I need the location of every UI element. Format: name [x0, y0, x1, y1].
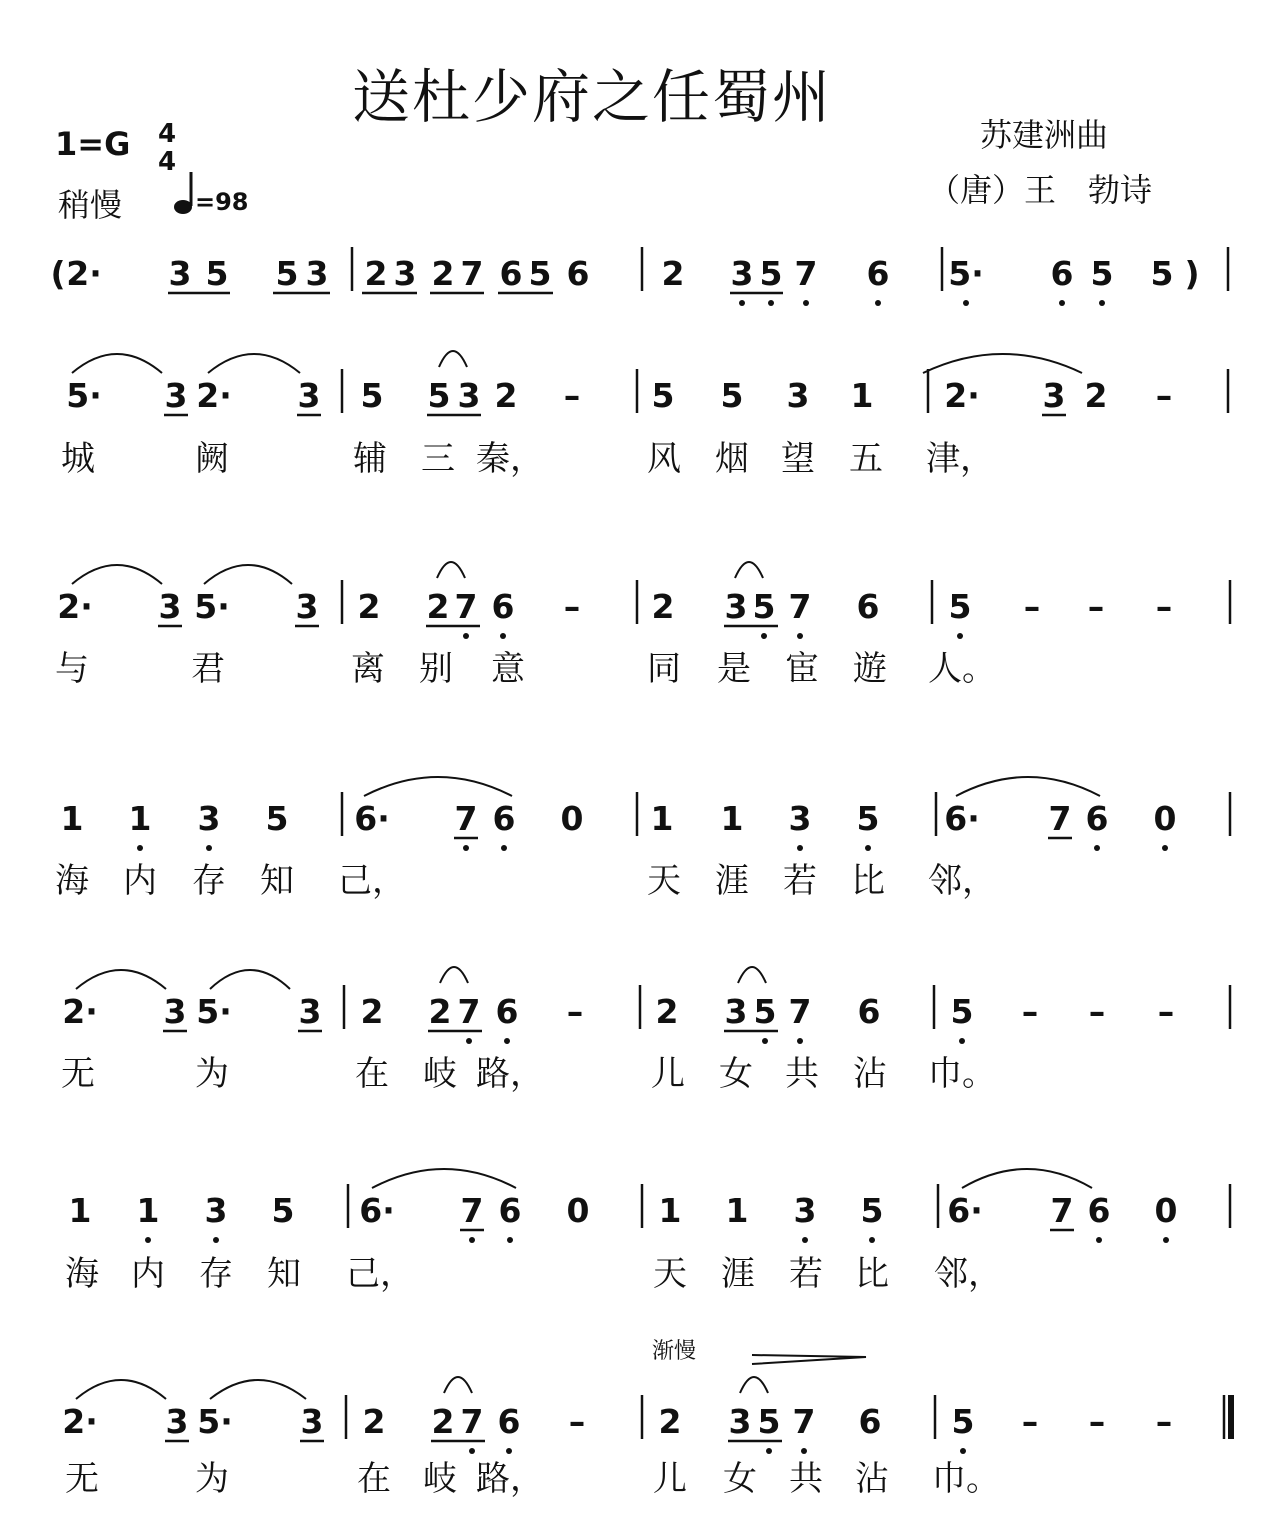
note: 5 [528, 254, 552, 293]
note: 2· [944, 376, 980, 415]
octave-dot [1162, 845, 1168, 851]
lyric: 路， [476, 1054, 544, 1094]
lyric: 为 [195, 1054, 229, 1094]
octave-dot [506, 1448, 512, 1454]
note: 1 [658, 1191, 682, 1230]
slur [372, 1169, 516, 1188]
slur [208, 354, 300, 373]
fermata-arc [437, 562, 465, 578]
lyric: 内 [123, 861, 157, 901]
time-sig-top: 4 [158, 119, 177, 149]
lyric: 天 [653, 1254, 687, 1294]
octave-dot [801, 1448, 807, 1454]
note: 6· [354, 799, 390, 838]
octave-dot [869, 1237, 875, 1243]
note: – [566, 992, 584, 1031]
note: 5 [951, 1402, 975, 1441]
note: 6 [492, 799, 516, 838]
lyric: 邻， [928, 861, 996, 901]
lyric: 宦 [785, 649, 819, 689]
octave-dot [469, 1237, 475, 1243]
note: 2 [1084, 376, 1108, 415]
note: 3 [793, 1191, 817, 1230]
lyric: 若 [789, 1254, 823, 1294]
lyric: 别 [419, 649, 453, 689]
lyric: 人。 [928, 649, 996, 689]
note: 5 [427, 376, 451, 415]
lyric: 秦， [476, 439, 544, 479]
note: 1 [720, 799, 744, 838]
note: 5 [1150, 254, 1174, 293]
note: 2 [362, 1402, 386, 1441]
note: 6 [491, 587, 515, 626]
slur [956, 777, 1100, 796]
slur [210, 1380, 306, 1399]
tempo-word: 稍慢 [58, 186, 123, 224]
lyric: 共 [785, 1054, 819, 1094]
lyric: 涯 [715, 861, 749, 901]
note: 5 [1090, 254, 1114, 293]
note: 3 [730, 254, 754, 293]
note: 5· [66, 376, 102, 415]
note: – [1155, 1402, 1173, 1441]
fermata-arc [440, 967, 468, 983]
lyric: 若 [783, 861, 817, 901]
octave-dot [802, 1237, 808, 1243]
note: 6 [495, 992, 519, 1031]
note: 5 [753, 992, 777, 1031]
note: 6 [498, 1191, 522, 1230]
lyric: 知 [267, 1254, 301, 1294]
note: 2· [57, 587, 93, 626]
octave-dot [797, 1038, 803, 1044]
octave-dot [739, 300, 745, 306]
note: 7 [454, 799, 478, 838]
fermata-arc [738, 967, 766, 983]
slur [76, 1380, 166, 1399]
note: 2· [66, 254, 102, 293]
octave-dot [797, 845, 803, 851]
note: 6· [944, 799, 980, 838]
note: 3 [728, 1402, 752, 1441]
lyric: 五 [849, 439, 883, 479]
lyric: 无 [65, 1459, 99, 1499]
note: 3 [300, 1402, 324, 1441]
note: 2 [431, 254, 455, 293]
note: 5 [759, 254, 783, 293]
octave-dot [463, 633, 469, 639]
note: 2 [431, 1402, 455, 1441]
lyric: 意 [491, 649, 525, 689]
octave-dot [963, 300, 969, 306]
note: 2 [494, 376, 518, 415]
lyric: 烟 [715, 439, 749, 479]
lyric: 女 [719, 1054, 753, 1094]
lyric: 与 [55, 649, 89, 689]
lyric: 儿 [653, 1459, 687, 1499]
octave-dot [469, 1448, 475, 1454]
lyric: 在 [357, 1459, 391, 1499]
lyric: 君 [191, 649, 225, 689]
lyric: 在 [355, 1054, 389, 1094]
note: 1 [136, 1191, 160, 1230]
note: 3 [158, 587, 182, 626]
note: – [1088, 1402, 1106, 1441]
note: – [1088, 992, 1106, 1031]
lyric: 辅 [353, 439, 387, 479]
note: 1 [650, 799, 674, 838]
lyric: 是 [717, 649, 751, 689]
octave-dot [501, 845, 507, 851]
lyric: 三 [421, 439, 455, 479]
note: 3 [724, 587, 748, 626]
note: 3 [168, 254, 192, 293]
note: 2· [196, 376, 232, 415]
octave-dot [762, 1038, 768, 1044]
lyric: 岐 [423, 1054, 457, 1094]
lyric: 岐 [423, 1459, 457, 1499]
note: 6 [1050, 254, 1074, 293]
note: 3 [724, 992, 748, 1031]
slur [204, 565, 292, 584]
lyric: 比 [851, 861, 885, 901]
octave-dot [504, 1038, 510, 1044]
note: 2· [62, 1402, 98, 1441]
note: 5 [856, 799, 880, 838]
note: – [1155, 587, 1173, 626]
note: – [1021, 992, 1039, 1031]
lyric: 离 [351, 649, 385, 689]
note: 5 [860, 1191, 884, 1230]
note: 5 [651, 376, 675, 415]
lyric: 沾 [855, 1459, 889, 1499]
note: – [1155, 376, 1173, 415]
note: 1 [128, 799, 152, 838]
octave-dot [466, 1038, 472, 1044]
note: 3 [197, 799, 221, 838]
slur [210, 970, 290, 989]
lyric: 内 [131, 1254, 165, 1294]
note: 7 [1050, 1191, 1074, 1230]
octave-dot [463, 845, 469, 851]
note: 2 [357, 587, 381, 626]
fermata-arc [735, 562, 763, 578]
lyric: 路， [476, 1459, 544, 1499]
lyric: 风 [647, 439, 681, 479]
slur [923, 354, 1082, 373]
note: 0 [1154, 1191, 1178, 1230]
slur [72, 354, 162, 373]
note: 3 [165, 1402, 189, 1441]
lyric: 女 [723, 1459, 757, 1499]
note: 2 [428, 992, 452, 1031]
octave-dot [768, 300, 774, 306]
note: 1 [725, 1191, 749, 1230]
note: 2 [426, 587, 450, 626]
note: 3 [204, 1191, 228, 1230]
lyric: 津， [926, 439, 994, 479]
lyric: 己， [338, 861, 406, 901]
octave-dot [957, 633, 963, 639]
lyric: 巾。 [928, 1054, 996, 1094]
note: 6· [947, 1191, 983, 1230]
note: 5 [950, 992, 974, 1031]
octave-dot [1163, 1237, 1169, 1243]
note: 7 [460, 1402, 484, 1441]
note: 0 [1153, 799, 1177, 838]
octave-dot [797, 633, 803, 639]
lyric: 涯 [721, 1254, 755, 1294]
paren: ( [50, 254, 66, 293]
lyric: 海 [55, 861, 89, 901]
note: 3 [164, 376, 188, 415]
octave-dot [1096, 1237, 1102, 1243]
octave-dot [213, 1237, 219, 1243]
note: 3 [297, 376, 321, 415]
lyric: 城 [61, 439, 95, 479]
note: 3 [1042, 376, 1066, 415]
fermata-arc [740, 1377, 768, 1393]
decrescendo-hairpin [752, 1355, 866, 1364]
song-title: 送杜少府之任蜀州 [351, 63, 832, 131]
octave-dot [959, 1038, 965, 1044]
lyric: 海 [65, 1254, 99, 1294]
octave-dot [875, 300, 881, 306]
note: 6 [1087, 1191, 1111, 1230]
lyric: 望 [781, 439, 815, 479]
note: 3 [298, 992, 322, 1031]
note: 5 [205, 254, 229, 293]
note: 0 [560, 799, 584, 838]
note: 2 [655, 992, 679, 1031]
note: 5· [948, 254, 984, 293]
note: 1 [850, 376, 874, 415]
note: 7 [457, 992, 481, 1031]
note: 6 [497, 1402, 521, 1441]
lyric: 阙 [195, 439, 229, 479]
tempo-mark: =98 [195, 188, 249, 216]
note: 3 [305, 254, 329, 293]
lyric: 存 [192, 861, 226, 901]
note: 5· [197, 1402, 233, 1441]
note: 7 [788, 587, 812, 626]
note: 6 [499, 254, 523, 293]
note: 3 [295, 587, 319, 626]
lyric: 知 [260, 861, 294, 901]
lyric: 己， [346, 1254, 414, 1294]
octave-dot [206, 845, 212, 851]
octave-dot [500, 633, 506, 639]
note: 5· [194, 587, 230, 626]
note: 7 [460, 254, 484, 293]
octave-dot [137, 845, 143, 851]
note: 5 [752, 587, 776, 626]
lyricist-credit: （唐）王 勃诗 [928, 171, 1153, 209]
note: 1 [60, 799, 84, 838]
lyric: 比 [855, 1254, 889, 1294]
note: – [568, 1402, 586, 1441]
octave-dot [1094, 845, 1100, 851]
note: 3 [163, 992, 187, 1031]
lyric: 存 [199, 1254, 233, 1294]
lyric: 共 [789, 1459, 823, 1499]
octave-dot [803, 300, 809, 306]
key-signature: 1=G [55, 125, 131, 163]
note: – [1157, 992, 1175, 1031]
note: 6· [359, 1191, 395, 1230]
slur [364, 777, 512, 796]
note: 0 [566, 1191, 590, 1230]
note: 7 [792, 1402, 816, 1441]
note: 5 [265, 799, 289, 838]
note: 7 [794, 254, 818, 293]
octave-dot [960, 1448, 966, 1454]
lyric: 无 [61, 1054, 95, 1094]
note: 3 [786, 376, 810, 415]
lyric: 遊 [853, 649, 887, 689]
lyric: 天 [647, 861, 681, 901]
octave-dot [1099, 300, 1105, 306]
lyric: 巾。 [932, 1459, 1000, 1499]
paren: ) [1184, 254, 1200, 293]
note: 2 [651, 587, 675, 626]
note: 5 [948, 587, 972, 626]
note: – [1087, 587, 1105, 626]
octave-dot [766, 1448, 772, 1454]
octave-dot [1059, 300, 1065, 306]
lyric: 儿 [651, 1054, 685, 1094]
note: 3 [393, 254, 417, 293]
octave-dot [145, 1237, 151, 1243]
note: 6 [857, 992, 881, 1031]
note: 6 [858, 1402, 882, 1441]
note: 5 [271, 1191, 295, 1230]
lyric: 邻， [934, 1254, 1002, 1294]
note: 7 [788, 992, 812, 1031]
note: 2 [661, 254, 685, 293]
note: 6 [866, 254, 890, 293]
lyric: 同 [647, 649, 681, 689]
note: 3 [788, 799, 812, 838]
octave-dot [507, 1237, 513, 1243]
note: 7 [454, 587, 478, 626]
slur [72, 565, 162, 584]
note: – [1023, 587, 1041, 626]
note: 3 [457, 376, 481, 415]
note: 7 [1048, 799, 1072, 838]
slur [76, 970, 166, 989]
note: 6 [1085, 799, 1109, 838]
lyric: 沾 [853, 1054, 887, 1094]
note: 1 [68, 1191, 92, 1230]
note: 5 [720, 376, 744, 415]
ritardando-mark: 渐慢 [651, 1339, 697, 1364]
note: – [563, 376, 581, 415]
note: 2 [364, 254, 388, 293]
slur [962, 1169, 1092, 1188]
note: 2 [658, 1402, 682, 1441]
note: 7 [460, 1191, 484, 1230]
note: – [563, 587, 581, 626]
octave-dot [865, 845, 871, 851]
fermata-arc [444, 1377, 472, 1393]
note: – [1021, 1402, 1039, 1441]
note: 2· [62, 992, 98, 1031]
time-sig-bottom: 4 [158, 147, 177, 177]
note: 6 [566, 254, 590, 293]
lyric: 为 [195, 1459, 229, 1499]
note: 5· [196, 992, 232, 1031]
note: 5 [360, 376, 384, 415]
note: 5 [757, 1402, 781, 1441]
octave-dot [761, 633, 767, 639]
composer-credit: 苏建洲曲 [980, 116, 1109, 154]
note: 6 [856, 587, 880, 626]
fermata-arc [439, 351, 467, 367]
note: 2 [360, 992, 384, 1031]
note: 5 [275, 254, 299, 293]
